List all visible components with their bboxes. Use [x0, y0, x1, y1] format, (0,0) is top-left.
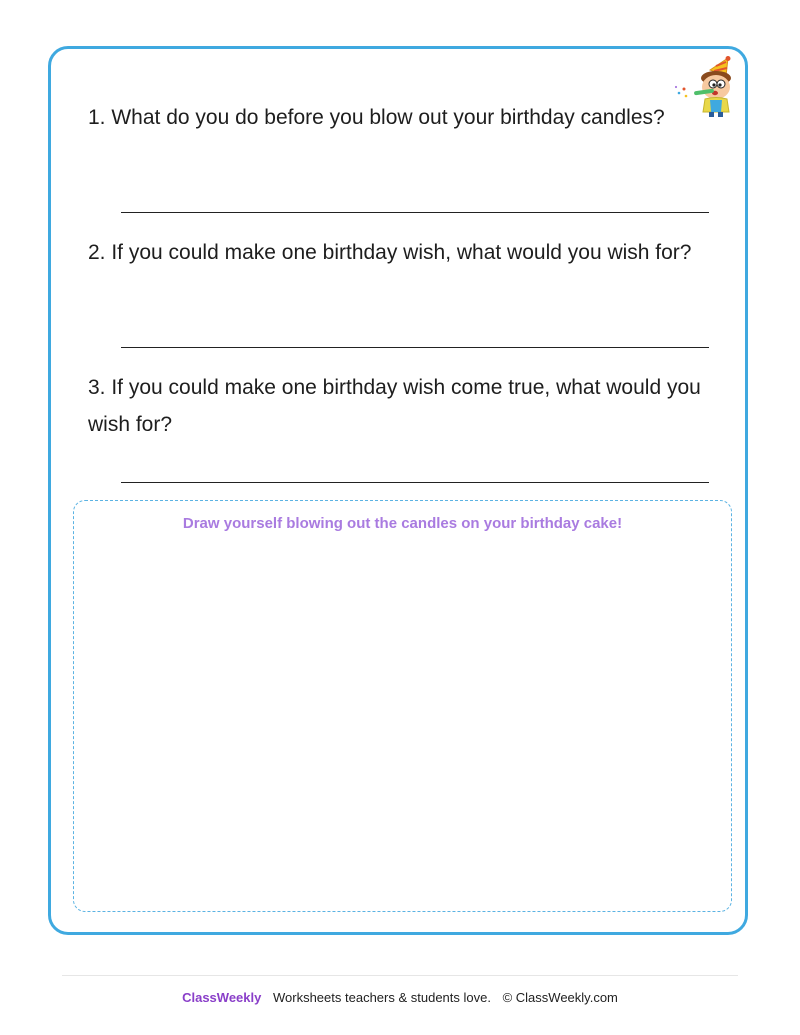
question-3: 3. If you could make one birthday wish come true, what would you wish for?	[88, 376, 701, 436]
footer-divider	[62, 975, 738, 976]
question-2: 2. If you could make one birthday wish, what would you wish for?	[88, 241, 692, 264]
footer	[0, 990, 800, 1005]
drawing-prompt: Draw yourself blowing out the candles on your birthday cake!	[182, 515, 623, 532]
drawing-area[interactable]	[73, 500, 732, 912]
question-1: 1. What do you do before you blow out your birthday candles?	[88, 106, 665, 129]
footer-brand[interactable]: ClassWeekly	[182, 990, 262, 1005]
answer-line-1[interactable]	[121, 212, 709, 213]
footer-copyright: © ClassWeekly.com	[502, 990, 618, 1005]
answer-line-3[interactable]	[121, 482, 709, 483]
answer-line-2[interactable]	[121, 347, 709, 348]
footer-tagline: Worksheets teachers & students love.	[272, 990, 491, 1005]
